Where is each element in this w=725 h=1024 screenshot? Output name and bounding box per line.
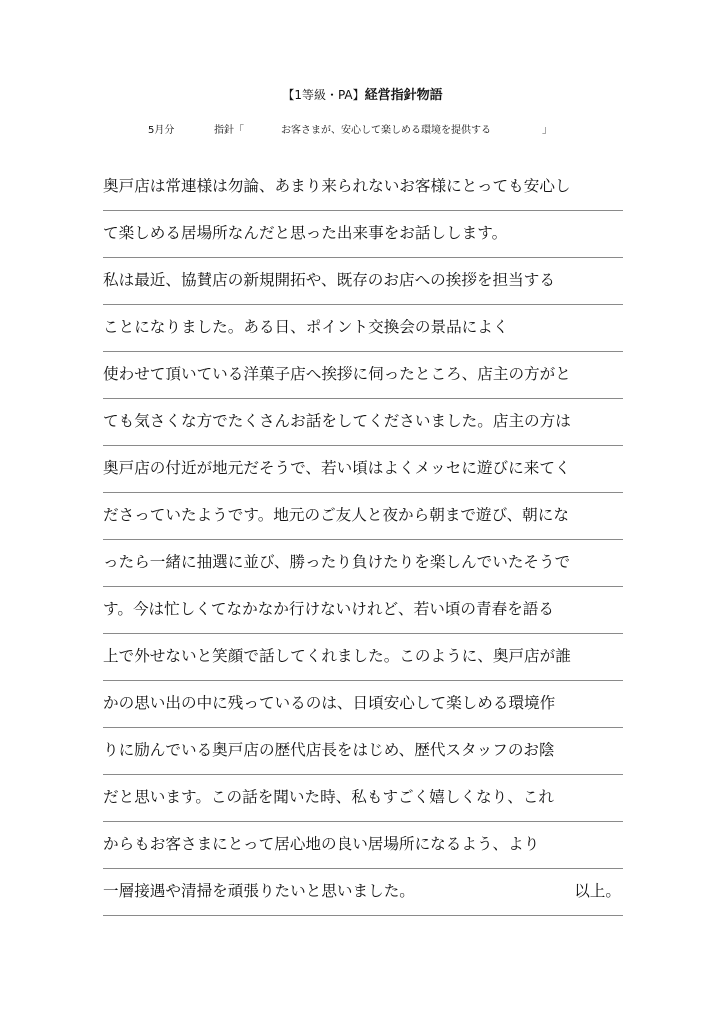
body-line: て楽しめる居場所なんだと思った出来事をお話しします。 <box>103 211 623 258</box>
subtitle-row <box>0 123 725 139</box>
title-main: 経営指針物語 <box>364 88 443 103</box>
body-line: からもお客さまにとって居心地の良い居場所になるよう、より <box>103 822 623 869</box>
body-line: 上で外せないと笑顔で話してくれました。このように、奥戸店が誰 <box>103 634 623 681</box>
body-line-last <box>103 869 623 916</box>
body-line: ったら一緒に抽選に並び、勝ったり負けたりを楽しんでいたそうで <box>103 540 623 587</box>
title-grade-prefix: 【1等級・PA】 <box>282 88 365 102</box>
body-line: す。今は忙しくてなかなか行けないけれど、若い頃の青春を語る <box>103 587 623 634</box>
body-line: 私は最近、協賛店の新規開拓や、既存のお店への挨拶を担当する <box>103 258 623 305</box>
body-line: 使わせて頂いている洋菓子店へ挨拶に伺ったところ、店主の方がと <box>103 352 623 399</box>
body-text <box>103 164 623 916</box>
subtitle-close-bracket: 」 <box>542 125 552 136</box>
body-line: ても気さくな方でたくさんお話をしてくださいました。店主の方は <box>103 399 623 446</box>
body-line: だと思います。この話を聞いた時、私もすごく嬉しくなり、これ <box>103 775 623 822</box>
body-line: りに励んでいる奥戸店の歴代店長をはじめ、歴代スタッフのお陰 <box>103 728 623 775</box>
body-line: かの思い出の中に残っているのは、日頃安心して楽しめる環境作 <box>103 681 623 728</box>
closing-remark: 以上。 <box>574 882 621 900</box>
body-line-text: 一層接遇や清掃を頑張りたいと思いました。 <box>103 882 415 900</box>
subtitle-month: 5月分 <box>148 125 175 136</box>
document-title <box>0 86 725 105</box>
body-line: ことになりました。ある日、ポイント交換会の景品によく <box>103 305 623 352</box>
body-line: ださっていたようです。地元のご友人と夜から朝まで遊び、朝にな <box>103 493 623 540</box>
body-line: 奥戸店の付近が地元だそうで、若い頃はよくメッセに遊びに来てく <box>103 446 623 493</box>
subtitle-guideline-text: お客さまが、安心して楽しめる環境を提供する <box>281 125 491 136</box>
subtitle-guideline-label: 指針「 <box>214 125 244 136</box>
body-line: 奥戸店は常連様は勿論、あまり来られないお客様にとっても安心し <box>103 164 623 211</box>
